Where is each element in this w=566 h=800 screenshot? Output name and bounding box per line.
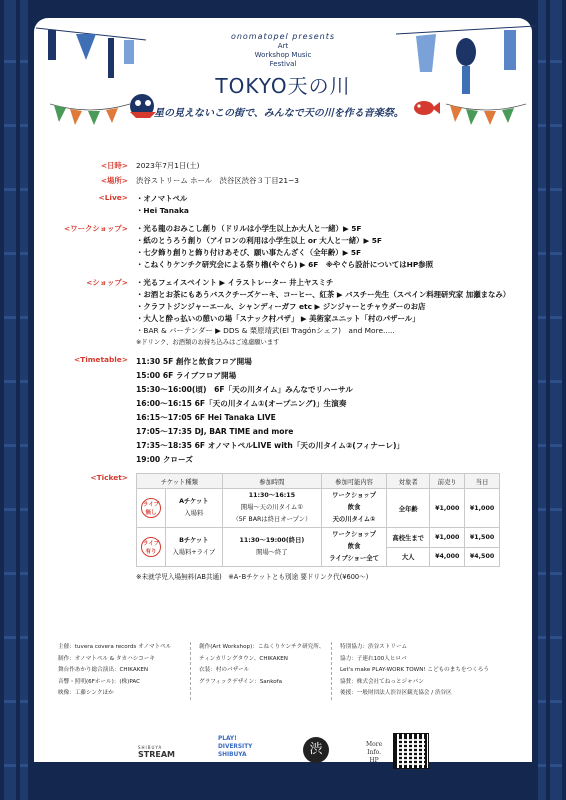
shibuya-ward-seal-icon: 渋 [303, 737, 329, 763]
play-diversity-logo [218, 735, 252, 759]
date-value: 2023年7月1日(土) [136, 161, 200, 170]
col-header: 前売り [430, 474, 465, 489]
presenter-line: onomatopel presents [230, 32, 336, 41]
shop-item: ・お酒とお茶にもあうバスクチーズケーキ、コーヒー、紅茶 ▶ バスチー先生（スペイン料理研究家 加瀬まなみ） [136, 290, 511, 299]
place-value: 渋谷ストリーム ホール 渋谷区渋谷３丁目21−3 [136, 176, 299, 185]
credit-line: 映像：工藤シンクほか [58, 690, 114, 696]
workshop-row [56, 223, 516, 271]
more-info-line: Info. [367, 749, 382, 756]
ticket-b-content2: 飲食 [347, 543, 361, 550]
shop-item: ・BAR & バーテンダー ▶ DDS & 栗原靖武(El Tragónシェフ) and More..... [136, 326, 395, 335]
bunting-right-icon [446, 100, 526, 130]
more-info-line: HP [369, 757, 379, 764]
credits-col-1 [58, 642, 190, 700]
credit-line: 主催：tuvera covera records オノマトペル [58, 644, 172, 650]
live-item: ・オノマトペル [136, 194, 188, 203]
col-header: 当日 [465, 474, 500, 489]
more-info [366, 741, 382, 765]
credit-line: 制作：オノマトペル & タカハシコーキ [58, 655, 156, 662]
col-header: 対象者 [387, 474, 430, 489]
ticket-a-target: 全年齢 [387, 489, 430, 528]
ticket-b-presale-adult: ¥4,000 [430, 547, 465, 567]
timetable-item: 17:35〜18:35 6F オノマトペルLIVE with「天の川タイム②(フィナーレ)」 [136, 441, 405, 450]
more-info-line: More [366, 741, 383, 748]
ticket-b-door-adult: ¥4,500 [465, 547, 500, 567]
credit-line: 音響・照明(6Fホール)：(株)PAC [58, 678, 140, 685]
poster-header [0, 0, 566, 150]
col-header: 参加時間 [222, 474, 321, 489]
ticket-b-content: ワークショップ [332, 531, 377, 538]
sponsor-logos [0, 733, 566, 773]
timetable-row [56, 355, 516, 467]
ticket-note: ※未就学児入場無料(AB共通) ※A･Bチケットとも別途 要ドリンク代(¥600〜) [136, 573, 369, 581]
dragon-icon [124, 90, 164, 124]
brand-festival: Festival [269, 60, 297, 68]
ticket-header-row [137, 474, 500, 489]
ticket-b-row [137, 528, 500, 548]
ticket-a-time2: 開場〜天の川タイム① [240, 504, 303, 511]
stream-logo-text: STREAM [138, 750, 175, 759]
ticket-row [56, 473, 516, 567]
credit-line: 後援：一般財団法人渋谷区観光協会 / 渋谷区 [340, 690, 452, 696]
stream-logo-sub: SHIBUYA [138, 745, 163, 750]
credit-line: Let's make PLAY-WORK TOWN! こどものまちをつくろう [340, 667, 489, 673]
credit-line: 創作(Art Workshop)：こねくりケンチク研究所、 [199, 644, 325, 650]
ticket-label: <Ticket> [90, 473, 128, 482]
timetable-item: 17:05〜17:35 DJ, BAR TIME and more [136, 427, 294, 436]
timetable-item: 15:30〜16:00(頃) 6F「天の川タイム」みんなでリハーサル [136, 385, 353, 394]
place-label: <場所> [100, 176, 128, 185]
workshop-item: ・こねくりケンチク研究会による祭り櫓(やぐら) ▶ 6F ※やぐら設計についてはHP参照 [136, 260, 434, 269]
live-item: ・Hei Tanaka [136, 206, 189, 215]
col-header: チケット種類 [137, 474, 223, 489]
credit-line: グラフィックデザイン：Sankofa [199, 678, 283, 685]
shop-row [56, 277, 516, 349]
credits [58, 642, 508, 700]
brand-workshop-music: Workshop Music [254, 51, 312, 59]
ticket-b-target-student: 高校生まで [387, 528, 430, 548]
qr-code-icon[interactable] [393, 733, 429, 769]
workshop-item: ・光る龍のおみこし創り（ドリルは小学生以上か大人と一緒）▶ 5F [136, 224, 362, 233]
credit-line: 協力：子連れ100人ヒロバ [340, 655, 407, 662]
play-logo-line: SHIBUYA [218, 752, 247, 758]
timetable-item: 11:30 5F 創作と飲食フロア開場 [136, 357, 252, 366]
timetable-item: 16:00〜16:15 6F「天の川タイム①(オープニング)」生演奏 [136, 399, 347, 408]
ticket-a-content2: 飲食 [347, 504, 361, 511]
event-tagline: 星の見えないこの街で、みんなで天の川を作る音楽祭。 [154, 108, 404, 119]
shibuya-stream-logo [138, 745, 175, 759]
credits-col-3 [331, 642, 490, 700]
place-row [56, 175, 516, 187]
event-details [56, 160, 516, 581]
brand-art: Art [277, 42, 289, 50]
date-label: <日時> [100, 161, 128, 170]
workshop-item: ・七夕飾り創りと飾り付けあそび、願い事たんざく（全年齢）▶ 5F [136, 248, 362, 257]
ticket-b-content3: ライブショー全て [329, 555, 379, 562]
credit-line: ティンカリングタウン、CHIKAKEN [199, 655, 288, 662]
ticket-b-time2: 開場〜終了 [256, 549, 288, 556]
timetable-label: <Timetable> [73, 355, 128, 364]
credit-line: 衣装：村のパザール [199, 667, 250, 673]
ticket-a-time3: （5F BARは終日オープン） [232, 516, 312, 523]
ticket-a-door: ¥1,000 [465, 489, 500, 528]
ticket-a-name: Aチケット [179, 498, 209, 505]
credit-line: 舞台作あかり総合演出：CHIKAKEN [58, 667, 149, 673]
ticket-a-presale: ¥1,000 [430, 489, 465, 528]
play-logo-line: DIVERSITY [218, 744, 253, 750]
timetable-item: 16:15〜17:05 6F Hei Tanaka LIVE [136, 413, 276, 422]
workshop-item: ・紙のとうろう創り（アイロンの利用は小学生以上 or 大人と一緒）▶ 5F [136, 236, 382, 245]
ticket-a-row [137, 489, 500, 528]
credit-line: 協賛：株式会社てねっとジャパン [340, 678, 424, 685]
date-row [56, 160, 516, 172]
ticket-a-content: ワークショップ [332, 492, 377, 499]
bunting-left-icon [50, 100, 130, 130]
ticket-table [136, 473, 500, 567]
live-label: <Live> [98, 193, 128, 202]
play-logo-line: PLAY! [218, 736, 237, 742]
credits-col-2 [190, 642, 331, 700]
ticket-a-time: 11:30〜16:15 [248, 492, 296, 499]
badge-no-live: ライブ無し [141, 498, 161, 518]
col-header: 参加可能内容 [322, 474, 387, 489]
shop-item: ・クラフトジンジャーエール、シャンディーガフ etc ▶ ジンジャーとチャウダーのお店 [136, 302, 426, 311]
workshop-label: <ワークショップ> [64, 224, 128, 233]
shop-note: ※ドリンク、お酒類のお持ち込みはご遠慮願います [136, 339, 280, 346]
shop-label: <ショップ> [86, 278, 128, 287]
shop-item: ・光るフェイスペイント ▶ イラストレーター 井上ヤスミチ [136, 278, 334, 287]
timetable-item: 19:00 クローズ [136, 455, 193, 464]
ticket-b-presale-student: ¥1,000 [430, 528, 465, 548]
ticket-a-content3: 天の川タイム① [332, 516, 376, 523]
shop-item: ・大人と酔っ払いの憩いの場「スナック村パザ」 ▶ 美術家ユニット「村のパザール」 [136, 314, 420, 323]
ticket-b-sub: 入場料+ライブ [172, 549, 216, 556]
ticket-b-time: 11:30〜19:00(終日) [239, 537, 305, 544]
timetable-item: 15:00 6F ライブフロア開場 [136, 371, 237, 380]
ticket-b-target-adult: 大人 [387, 547, 430, 567]
credit-line: 特別協力：渋谷ストリーム [340, 644, 408, 650]
ticket-a-sub: 入場料 [184, 510, 204, 517]
badge-live: ライブ有り [141, 537, 161, 557]
ticket-b-name: Bチケット [179, 537, 209, 544]
ticket-b-door-student: ¥1,500 [465, 528, 500, 548]
event-title: TOKYO天の川 [215, 74, 351, 98]
live-row [56, 193, 516, 217]
fish-icon [410, 98, 440, 118]
